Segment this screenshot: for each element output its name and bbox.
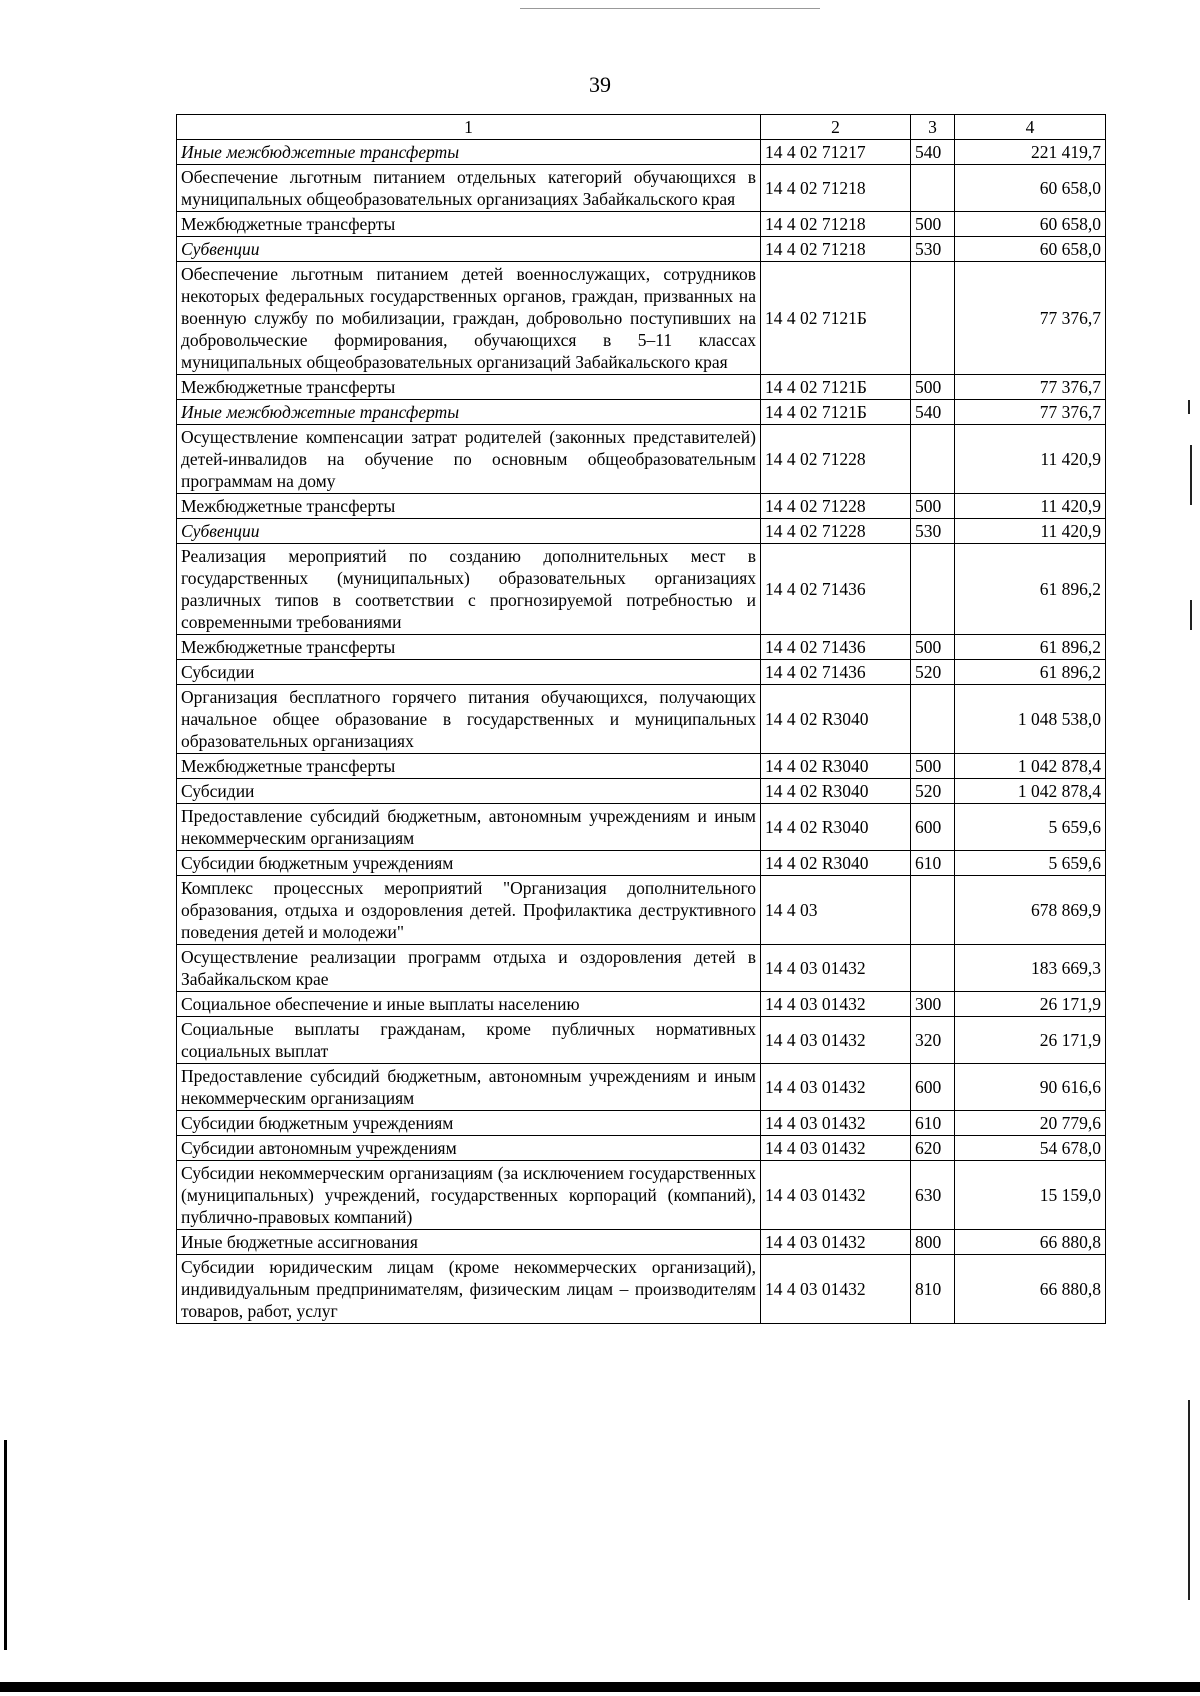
- table-row: [177, 494, 1106, 519]
- cell-name: Иные бюджетные ассигнования: [177, 1230, 761, 1255]
- cell-code: 14 4 02 71436: [761, 635, 911, 660]
- cell-code: 14 4 02 71436: [761, 544, 911, 635]
- cell-name: Субсидии автономным учреждениям: [177, 1136, 761, 1161]
- cell-code: 14 4 02 7121Б: [761, 262, 911, 375]
- cell-name: Обеспечение льготным питанием детей военнослужащих, сотрудников некоторых федеральных государственных органов, граждан, призванных на военную службу по мобилизации, граждан, добровольно поступивших на добровольческие формирования, обучающихся в 5–11 классах муниципальных общеобразовательных организаций Забайкальского края: [177, 262, 761, 375]
- cell-sum: 61 896,2: [955, 544, 1106, 635]
- cell-code: 14 4 03 01432: [761, 1136, 911, 1161]
- cell-name: Межбюджетные трансферты: [177, 212, 761, 237]
- table-row: [177, 1136, 1106, 1161]
- cell-vr: [911, 685, 955, 754]
- cell-code: 14 4 02 71228: [761, 494, 911, 519]
- cell-vr: [911, 945, 955, 992]
- cell-sum: 60 658,0: [955, 237, 1106, 262]
- cell-vr: [911, 876, 955, 945]
- cell-code: 14 4 02 71218: [761, 165, 911, 212]
- table-row: [177, 779, 1106, 804]
- cell-name: Иные межбюджетные трансферты: [177, 400, 761, 425]
- cell-code: 14 4 02 R3040: [761, 779, 911, 804]
- cell-sum: 11 420,9: [955, 425, 1106, 494]
- cell-code: 14 4 02 R3040: [761, 804, 911, 851]
- cell-sum: 26 171,9: [955, 1017, 1106, 1064]
- cell-name: Предоставление субсидий бюджетным, автономным учреждениям и иным некоммерческим организациям: [177, 804, 761, 851]
- scan-artifact-top: [520, 8, 820, 9]
- header-sum: 4: [955, 115, 1106, 140]
- budget-table: [176, 114, 1106, 1324]
- header-name: 1: [177, 115, 761, 140]
- table-row: [177, 1230, 1106, 1255]
- table-row: [177, 635, 1106, 660]
- cell-vr: 300: [911, 992, 955, 1017]
- cell-vr: 630: [911, 1161, 955, 1230]
- scan-artifact-right: [1188, 400, 1190, 414]
- cell-code: 14 4 02 71218: [761, 212, 911, 237]
- cell-vr: 500: [911, 494, 955, 519]
- table-row: [177, 544, 1106, 635]
- cell-name: Организация бесплатного горячего питания обучающихся, получающих начальное общее образование в государственных и муниципальных образовательных организациях: [177, 685, 761, 754]
- cell-name: Реализация мероприятий по созданию дополнительных мест в государственных (муниципальных) образовательных организациях различных типов в соответствии с прогнозируемой потребностью и современными требованиями: [177, 544, 761, 635]
- table-row: [177, 1255, 1106, 1324]
- cell-code: 14 4 03 01432: [761, 945, 911, 992]
- cell-sum: 60 658,0: [955, 165, 1106, 212]
- cell-sum: 20 779,6: [955, 1111, 1106, 1136]
- table-row: [177, 237, 1106, 262]
- cell-vr: 530: [911, 519, 955, 544]
- cell-sum: 1 042 878,4: [955, 754, 1106, 779]
- cell-name: Субсидии: [177, 660, 761, 685]
- cell-vr: [911, 262, 955, 375]
- cell-vr: 600: [911, 804, 955, 851]
- cell-name: Межбюджетные трансферты: [177, 494, 761, 519]
- cell-sum: 61 896,2: [955, 635, 1106, 660]
- cell-vr: 520: [911, 660, 955, 685]
- cell-code: 14 4 03 01432: [761, 1230, 911, 1255]
- scan-artifact-right: [1190, 600, 1192, 630]
- cell-sum: 5 659,6: [955, 804, 1106, 851]
- cell-vr: [911, 165, 955, 212]
- cell-name: Межбюджетные трансферты: [177, 375, 761, 400]
- scan-artifact-bottom: [0, 1682, 1200, 1692]
- cell-code: 14 4 03 01432: [761, 1111, 911, 1136]
- scan-artifact-left: [4, 1440, 7, 1650]
- header-code: 2: [761, 115, 911, 140]
- table-row: [177, 945, 1106, 992]
- table-row: [177, 212, 1106, 237]
- cell-code: 14 4 02 7121Б: [761, 400, 911, 425]
- cell-name: Субсидии: [177, 779, 761, 804]
- cell-code: 14 4 03 01432: [761, 1161, 911, 1230]
- cell-sum: 77 376,7: [955, 262, 1106, 375]
- header-vr: 3: [911, 115, 955, 140]
- cell-name: Межбюджетные трансферты: [177, 635, 761, 660]
- cell-name: Субсидии некоммерческим организациям (за исключением государственных (муниципальных) учреждений, государственных корпораций (компаний), публично-правовых компаний): [177, 1161, 761, 1230]
- table-row: [177, 262, 1106, 375]
- table-row: [177, 804, 1106, 851]
- cell-vr: [911, 544, 955, 635]
- cell-sum: 61 896,2: [955, 660, 1106, 685]
- cell-vr: [911, 425, 955, 494]
- cell-vr: 500: [911, 635, 955, 660]
- cell-sum: 54 678,0: [955, 1136, 1106, 1161]
- cell-vr: 540: [911, 140, 955, 165]
- table-row: [177, 876, 1106, 945]
- cell-name: Субсидии бюджетным учреждениям: [177, 851, 761, 876]
- cell-vr: 320: [911, 1017, 955, 1064]
- table-row: [177, 754, 1106, 779]
- cell-sum: 77 376,7: [955, 375, 1106, 400]
- cell-vr: 620: [911, 1136, 955, 1161]
- cell-sum: 66 880,8: [955, 1255, 1106, 1324]
- cell-vr: 600: [911, 1064, 955, 1111]
- table-row: [177, 1017, 1106, 1064]
- cell-name: Субсидии бюджетным учреждениям: [177, 1111, 761, 1136]
- table-row: [177, 660, 1106, 685]
- table-row: [177, 165, 1106, 212]
- cell-name: Обеспечение льготным питанием отдельных категорий обучающихся в муниципальных общеобразовательных организациях Забайкальского края: [177, 165, 761, 212]
- cell-vr: 520: [911, 779, 955, 804]
- cell-sum: 90 616,6: [955, 1064, 1106, 1111]
- cell-code: 14 4 02 71436: [761, 660, 911, 685]
- table-row: [177, 992, 1106, 1017]
- cell-vr: 610: [911, 851, 955, 876]
- cell-code: 14 4 02 71228: [761, 519, 911, 544]
- cell-sum: 15 159,0: [955, 1161, 1106, 1230]
- cell-code: 14 4 02 R3040: [761, 754, 911, 779]
- cell-vr: 500: [911, 375, 955, 400]
- cell-vr: 610: [911, 1111, 955, 1136]
- cell-code: 14 4 02 71217: [761, 140, 911, 165]
- cell-name: Осуществление компенсации затрат родителей (законных представителей) детей-инвалидов на обучение по основным общеобразовательным программам на дому: [177, 425, 761, 494]
- cell-sum: 678 869,9: [955, 876, 1106, 945]
- cell-name: Субсидии юридическим лицам (кроме некоммерческих организаций), индивидуальным предпринимателям, физическим лицам – производителям товаров, работ, услуг: [177, 1255, 761, 1324]
- cell-sum: 183 669,3: [955, 945, 1106, 992]
- table-row: [177, 685, 1106, 754]
- page-number: 39: [589, 72, 611, 97]
- cell-name: Предоставление субсидий бюджетным, автономным учреждениям и иным некоммерческим организациям: [177, 1064, 761, 1111]
- cell-name: Осуществление реализации программ отдыха и оздоровления детей в Забайкальском крае: [177, 945, 761, 992]
- cell-code: 14 4 03 01432: [761, 1255, 911, 1324]
- table-row: [177, 375, 1106, 400]
- cell-name: Иные межбюджетные трансферты: [177, 140, 761, 165]
- cell-vr: 530: [911, 237, 955, 262]
- cell-sum: 5 659,6: [955, 851, 1106, 876]
- cell-code: 14 4 02 R3040: [761, 685, 911, 754]
- cell-sum: 77 376,7: [955, 400, 1106, 425]
- cell-code: 14 4 02 71218: [761, 237, 911, 262]
- table-body: [177, 140, 1106, 1324]
- scan-artifact-right: [1190, 445, 1192, 505]
- table-row: [177, 400, 1106, 425]
- cell-vr: 500: [911, 754, 955, 779]
- cell-code: 14 4 03: [761, 876, 911, 945]
- cell-vr: 540: [911, 400, 955, 425]
- cell-name: Субвенции: [177, 519, 761, 544]
- cell-sum: 11 420,9: [955, 494, 1106, 519]
- cell-code: 14 4 02 7121Б: [761, 375, 911, 400]
- cell-code: 14 4 03 01432: [761, 992, 911, 1017]
- table-header-row: [177, 115, 1106, 140]
- cell-vr: 810: [911, 1255, 955, 1324]
- cell-name: Субвенции: [177, 237, 761, 262]
- table-row: [177, 140, 1106, 165]
- scan-artifact-right: [1188, 1400, 1190, 1600]
- cell-vr: 800: [911, 1230, 955, 1255]
- cell-sum: 1 042 878,4: [955, 779, 1106, 804]
- cell-vr: 500: [911, 212, 955, 237]
- cell-code: 14 4 03 01432: [761, 1064, 911, 1111]
- table-row: [177, 1064, 1106, 1111]
- cell-code: 14 4 02 R3040: [761, 851, 911, 876]
- cell-sum: 1 048 538,0: [955, 685, 1106, 754]
- cell-sum: 11 420,9: [955, 519, 1106, 544]
- table-row: [177, 1161, 1106, 1230]
- table-row: [177, 519, 1106, 544]
- cell-sum: 221 419,7: [955, 140, 1106, 165]
- cell-code: 14 4 02 71228: [761, 425, 911, 494]
- cell-sum: 66 880,8: [955, 1230, 1106, 1255]
- cell-sum: 60 658,0: [955, 212, 1106, 237]
- cell-code: 14 4 03 01432: [761, 1017, 911, 1064]
- cell-sum: 26 171,9: [955, 992, 1106, 1017]
- table-row: [177, 851, 1106, 876]
- cell-name: Межбюджетные трансферты: [177, 754, 761, 779]
- cell-name: Комплекс процессных мероприятий "Организация дополнительного образования, отдыха и оздоровления детей. Профилактика деструктивного поведения детей и молодежи": [177, 876, 761, 945]
- table-row: [177, 1111, 1106, 1136]
- cell-name: Социальные выплаты гражданам, кроме публичных нормативных социальных выплат: [177, 1017, 761, 1064]
- table-row: [177, 425, 1106, 494]
- cell-name: Социальное обеспечение и иные выплаты населению: [177, 992, 761, 1017]
